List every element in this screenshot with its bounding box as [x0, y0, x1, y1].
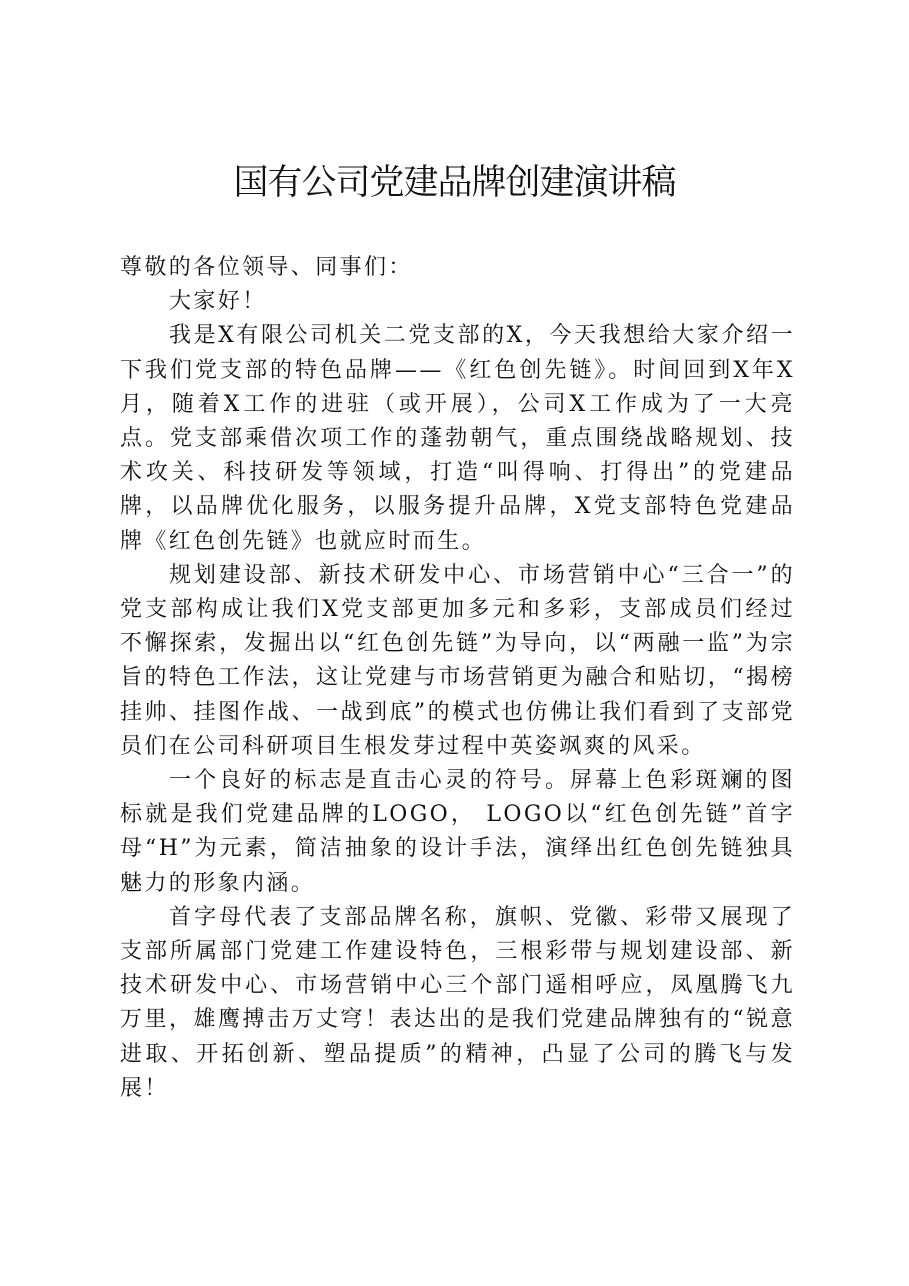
salutation: 尊敬的各位领导、同事们：: [120, 255, 413, 280]
paragraph-logo-meaning: 首字母代表了支部品牌名称，旗帜、党徽、彩带又展现了支部所属部门党建工作建设特色，三根彩带与规划建设部、新技术研发中心、市场营销中心三个部门遥相呼应，凤凰腾飞九万里，雄鹰搏击万丈穹！表达出的是我们党建品牌独有的“锐意进取、开拓创新、塑品提质”的精神，凸显了公司的腾飞与发展！: [120, 904, 795, 1101]
paragraph-branch-structure: 规划建设部、新技术研发中心、市场营销中心“三合一”的党支部构成让我们X党支部更加多元和多彩，支部成员们经过不懈探索，发掘出以“红色创先链”为导向，以“两融一监”为宗旨的特色工作法，这让党建与市场营销更为融合和贴切，“揭榜挂帅、挂图作战、一战到底”的模式也仿佛让我们看到了支部党员们在公司科研项目生根发芽过程中英姿飒爽的风采。: [120, 562, 795, 759]
document-title: 国有公司党建品牌创建演讲稿: [233, 163, 676, 203]
paragraph-greeting: 大家好！: [169, 289, 267, 315]
paragraph-logo: 一个良好的标志是直击心灵的符号。屏幕上色彩斑斓的图标就是我们党建品牌的LOGO， LOGO以“红色创先链”首字母“H”为元素，简洁抽象的设计手法，演绎出红色创先链独具魅力的形象内涵。: [120, 768, 795, 896]
paragraph-introduction: 我是X有限公司机关二党支部的X，今天我想给大家介绍一下我们党支部的特色品牌——《红色创先链》。时间回到X年X月，随着X工作的进驻（或开展），公司X工作成为了一大亮点。党支部乘借次项工作的蓬勃朝气，重点围绕战略规划、技术攻关、科技研发等领域，打造“叫得响、打得出”的党建品牌，以品牌优化服务，以服务提升品牌，X党支部特色党建品牌《红色创先链》也就应时而生。: [120, 323, 795, 554]
document-body: [120, 251, 795, 1106]
